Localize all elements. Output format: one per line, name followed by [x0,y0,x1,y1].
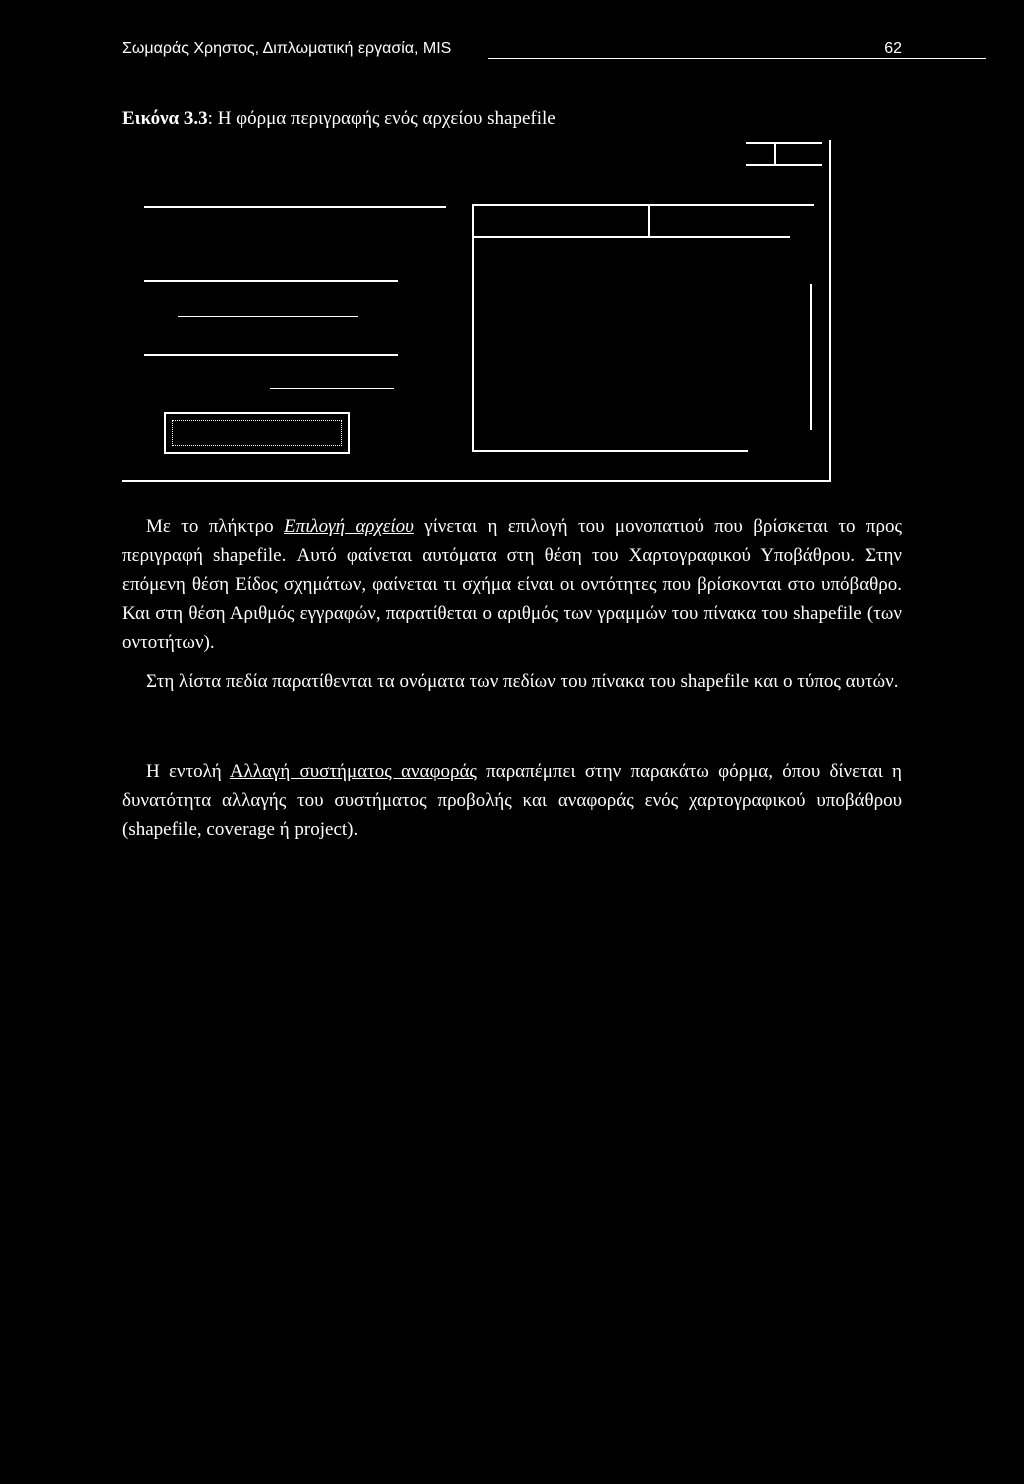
figure-caption-label: Εικόνα 3.3 [122,108,208,129]
fields-list-scrollbar [810,284,812,430]
figure-caption-text: : Η φόρμα περιγραφής ενός αρχείου shapefile [207,108,556,129]
fields-list-top [472,204,814,206]
figure-caption [122,108,556,130]
header-text: Σωμαράς Χρηστος, Διπλωματική εργασία, MIS [122,40,452,57]
field-line-4 [144,354,398,356]
paragraph-1-part-2: γίνεται η επιλογή του μονοπατιού που βρίσκεται το προς περιγραφή shapefile. Αυτό φαίνεται αυτόματα στη θέση του Χαρτογραφικού Υποβάθρου. Στην επόμενη θέση Είδος σχημάτων, φαίνεται τι σχήμα είναι οι οντότητες που βρίσκονται στο υπόβαθρο. Και στη θέση Αριθμός εγγραφών, παρατίθεται ο αριθμός των γραμμών του πίνακα του shapefile (των οντοτήτων). [122,516,902,653]
window-control-bottom [746,164,822,166]
fields-list-left [472,204,474,452]
window-control-top [746,142,822,144]
paragraph-2 [122,667,902,696]
page-number: 62 [884,40,902,57]
fields-list-bottom [472,450,748,452]
paragraph-3-part-1: Η εντολή [146,761,230,782]
paragraph-1 [122,512,902,657]
select-file-reference: Επιλογή αρχείου [284,516,414,537]
field-line-3 [178,316,358,317]
form-frame-bottom [122,480,831,482]
paragraph-3-part-2: παραπέμπει στην παρακάτω φόρμα, όπου δίνεται η δυνατότητα αλλαγής του συστήματος προβολής και αναφοράς ενός χαρτογραφικού υποβάθρου (shapefile, coverage ή project). [122,761,902,840]
window-control-divider [774,142,776,166]
header-rule [488,58,986,59]
paragraph-2-text: Στη λίστα πεδία παρατίθενται τα ονόματα των πεδίων του πίνακα του shapefile και ο τύπος αυτών. [146,671,899,692]
paragraph-3 [122,757,902,844]
field-line-5 [270,388,394,389]
field-line-2 [144,280,398,282]
select-file-button [164,412,350,454]
select-file-button-focus [172,420,342,446]
change-reference-system-reference: Αλλαγή συστήματος αναφοράς [229,761,477,782]
field-line-1 [144,206,446,208]
fields-list-header-divider [648,206,650,236]
page-header [122,40,902,64]
form-frame-right [829,140,831,482]
paragraph-1-part-1: Με το πλήκτρο [146,516,284,537]
fields-list-header-line [472,236,790,238]
